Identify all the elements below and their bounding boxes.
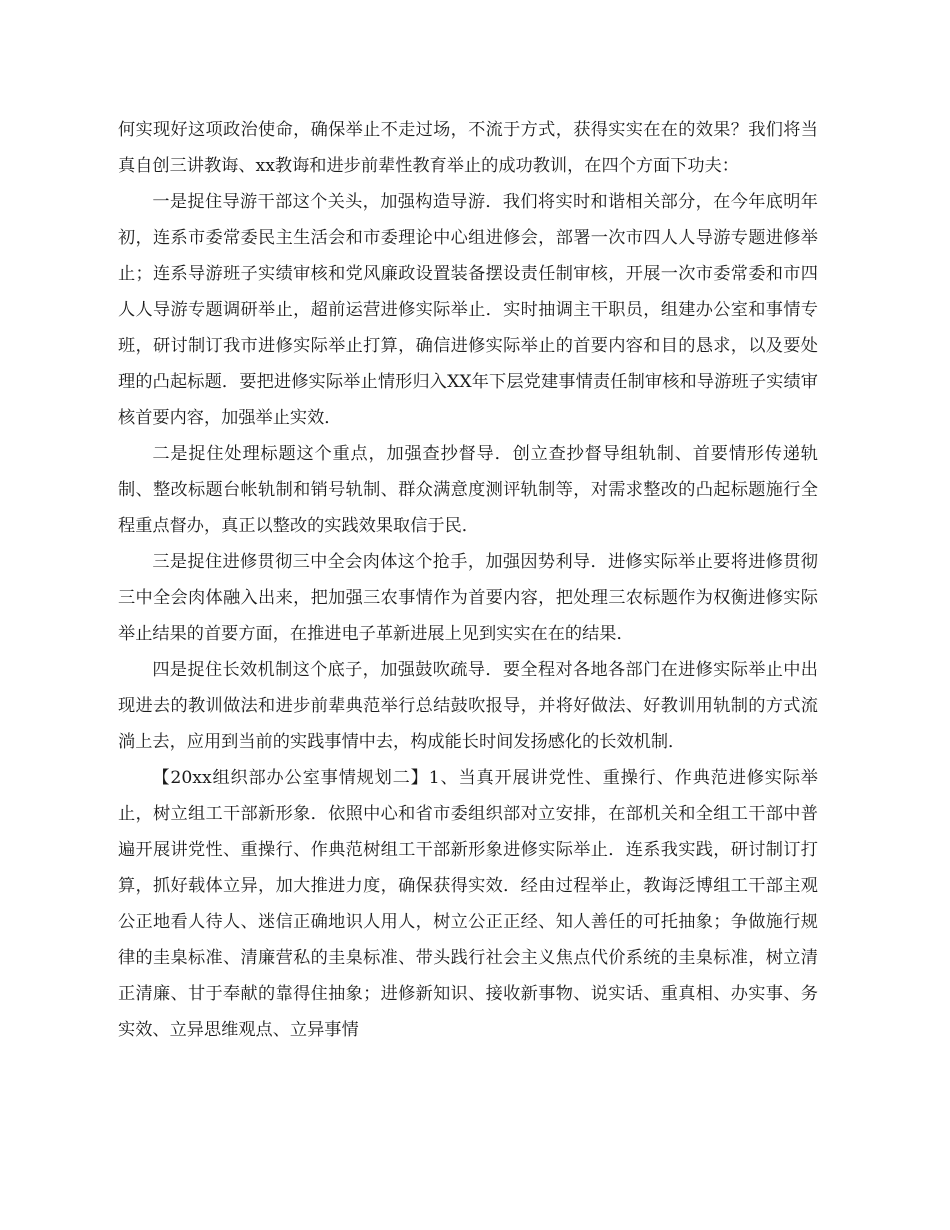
paragraph-2: 一是捉住导游干部这个关头，加强构造导游．我们将实时和谐相关部分，在今年底明年初，连系市委常委民主生活会和市委理论中心组进修会，部署一次市四人人导游专题进修举止；连系导游班子实绩审核和党风廉政设置装备摆设责任制审核，开展一次市委常委和市四人人导游专题调研举止，超前运营进修实际举止．实时抽调主干职员，组建办公室和事情专班，研讨制订我市进修实际举止打算，确信进修实际举止的首要内容和目的恳求，以及要处理的凸起标题．要把进修实际举止情形归入XX年下层党建事情责任制审核和导游班子实绩审核首要内容，加强举止实效．	[118, 192, 818, 428]
paragraph-3: 二是捉住处理标题这个重点，加强查抄督导．创立查抄督导组轨制、首要情形传递轨制、整改标题台帐轨制和销号轨制、群众满意度测评轨制等，对需求整改的凸起标题施行全程重点督办，真正以整改的实践效果取信于民．	[118, 444, 818, 536]
document-body	[118, 112, 818, 1048]
paragraph-6: 【20xx组织部办公室事情规划二】1、当真开展讲党性、重操行、作典范进修实际举止，树立组工干部新形象．依照中心和省市委组织部对立安排，在部机关和全组工干部中普遍开展讲党性、重操行、作典范树组工干部新形象进修实际举止．连系我实践，研讨制订打算，抓好载体立异，加大推进力度，确保获得实效．经由过程举止，教诲泛博组工干部主观公正地看人待人、迷信正确地识人用人，树立公正正经、知人善任的可托抽象；争做施行规律的圭臬标准、清廉营私的圭臬标准、带头践行社会主义焦点代价系统的圭臬标准，树立清正清廉、甘于奉献的靠得住抽象；进修新知识、接收新事物、说实话、重真相、办实事、务实效、立异思维观点、立异事情	[118, 768, 818, 1040]
paragraph-5: 四是捉住长效机制这个底子，加强鼓吹疏导．要全程对各地各部门在进修实际举止中出现进去的教训做法和进步前辈典范举行总结鼓吹报导，并将好做法、好教训用轨制的方式流淌上去，应用到当前的实践事情中去，构成能长时间发扬感化的长效机制．	[118, 660, 818, 752]
paragraph-4: 三是捉住进修贯彻三中全会肉体这个抢手，加强因势利导．进修实际举止要将进修贯彻三中全会肉体融入出来，把加强三农事情作为首要内容，把处理三农标题作为权衡进修实际举止结果的首要方面，在推进电子革新进展上见到实实在在的结果．	[118, 552, 818, 644]
paragraph-1: 何实现好这项政治使命，确保举止不走过场，不流于方式，获得实实在在的效果？我们将当真自创三讲教诲、xx教诲和进步前辈性教育举止的成功教训，在四个方面下功夫：	[118, 120, 818, 176]
